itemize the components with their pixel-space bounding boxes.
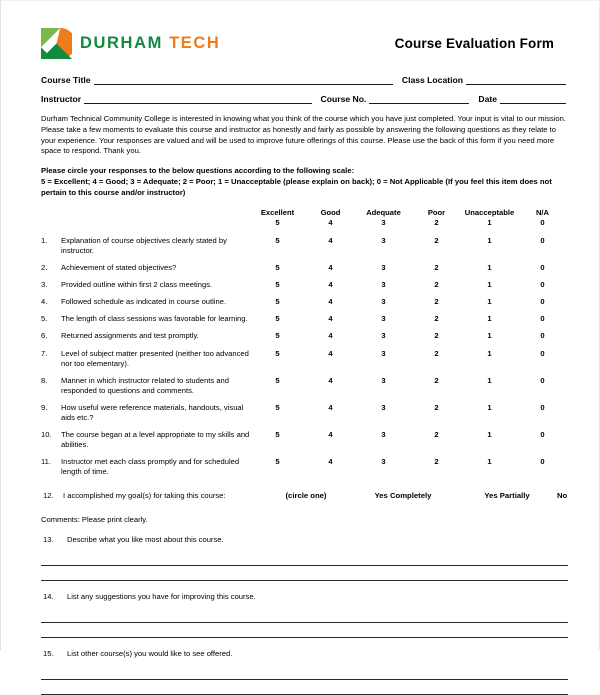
date-label: Date	[478, 94, 497, 104]
open-ended-questions	[41, 535, 566, 695]
question-number: 6.	[41, 331, 48, 341]
rating-option-good[interactable]: 4	[328, 331, 333, 341]
table-row	[41, 454, 569, 481]
table-row	[41, 328, 569, 345]
question-text: Followed schedule as indicated in course outline.	[61, 297, 227, 307]
rating-option-n-a[interactable]: 0	[540, 235, 545, 245]
rating-option-unacceptable[interactable]: 1	[487, 457, 492, 467]
column-value-na: 0	[540, 217, 545, 227]
header-spacer-num	[41, 208, 61, 232]
rating-option-adequate[interactable]: 3	[381, 375, 386, 385]
open-question-number: 15.	[43, 649, 54, 659]
choice-yes-partially[interactable]: Yes Partially	[484, 490, 530, 500]
column-label-excellent: Excellent	[260, 207, 295, 217]
open-question-text: List other course(s) you would like to see offered.	[67, 649, 233, 659]
course-no-input[interactable]	[369, 94, 469, 104]
rating-option-n-a[interactable]: 0	[540, 430, 545, 440]
course-title-input[interactable]	[94, 75, 393, 85]
rating-table-body	[41, 232, 569, 481]
scale-instructions	[41, 166, 566, 199]
rating-option-unacceptable[interactable]: 1	[487, 331, 492, 341]
open-question-prompt	[41, 649, 566, 658]
rating-option-poor[interactable]: 2	[434, 402, 439, 412]
column-value-adequate: 3	[381, 217, 386, 227]
rating-option-n-a[interactable]: 0	[540, 331, 545, 341]
open-question-prompt	[41, 592, 566, 601]
question-12-choices	[263, 491, 567, 502]
brand-name-tech: TECH	[169, 33, 221, 52]
answer-lines	[41, 608, 568, 638]
table-row	[41, 277, 569, 294]
open-question-block	[41, 649, 566, 695]
answer-line[interactable]	[41, 551, 568, 566]
question-12-row	[41, 491, 566, 502]
page-title: Course Evaluation Form	[394, 35, 554, 51]
answer-lines	[41, 551, 568, 581]
table-row	[41, 399, 569, 426]
rating-option-good[interactable]: 4	[328, 348, 333, 358]
table-row	[41, 260, 569, 277]
table-row	[41, 345, 569, 372]
question-12-number: 12.	[43, 490, 54, 500]
circle-one-hint: (circle one)	[285, 490, 327, 500]
answer-line[interactable]	[41, 566, 568, 581]
course-title-label: Course Title	[41, 75, 91, 85]
column-label-poor: Poor	[427, 207, 446, 217]
choice-yes-completely[interactable]: Yes Completely	[374, 490, 432, 500]
course-no-label: Course No.	[320, 94, 367, 104]
rating-option-excellent[interactable]: 5	[275, 430, 280, 440]
question-text: Explanation of course objectives clearly stated by instructor.	[61, 235, 227, 255]
column-label-unacceptable: Unacceptable	[464, 207, 515, 217]
brand-logo	[41, 28, 220, 59]
rating-option-good[interactable]: 4	[328, 263, 333, 273]
open-question-number: 13.	[43, 535, 54, 545]
open-question-number: 14.	[43, 592, 54, 602]
answer-lines	[41, 665, 568, 695]
rating-option-good[interactable]: 4	[328, 297, 333, 307]
open-question-text: Describe what you like most about this course.	[67, 535, 224, 545]
answer-line[interactable]	[41, 608, 568, 623]
column-value-good: 4	[328, 217, 333, 227]
question-text: Level of subject matter presented (neither too advanced nor too elementary).	[61, 348, 249, 368]
rating-option-poor[interactable]: 2	[434, 348, 439, 358]
question-text: Returned assignments and test promptly.	[61, 331, 199, 341]
rating-option-excellent[interactable]: 5	[275, 280, 280, 290]
header-spacer-text	[61, 208, 251, 232]
rating-option-adequate[interactable]: 3	[381, 430, 386, 440]
rating-option-unacceptable[interactable]: 1	[487, 280, 492, 290]
column-header-adequate	[357, 208, 410, 232]
brand-wordmark	[80, 35, 220, 52]
rating-option-poor[interactable]: 2	[434, 430, 439, 440]
question-number: 8.	[41, 375, 48, 385]
rating-option-poor[interactable]: 2	[434, 297, 439, 307]
column-value-excellent: 5	[275, 217, 280, 227]
column-value-poor: 2	[434, 217, 439, 227]
rating-option-good[interactable]: 4	[328, 280, 333, 290]
choice-no[interactable]: No	[557, 490, 568, 500]
rating-option-adequate[interactable]: 3	[381, 314, 386, 324]
rating-option-poor[interactable]: 2	[434, 314, 439, 324]
question-text: Manner in which instructor related to students and responded to questions and comments.	[61, 375, 229, 395]
question-number: 9.	[41, 402, 48, 412]
rating-option-poor[interactable]: 2	[434, 263, 439, 273]
column-header-good	[304, 208, 357, 232]
open-question-block	[41, 535, 566, 581]
brand-name-durham: DURHAM	[80, 33, 163, 52]
rating-option-adequate[interactable]: 3	[381, 402, 386, 412]
rating-option-poor[interactable]: 2	[434, 280, 439, 290]
rating-table-header	[41, 208, 569, 232]
question-text: How useful were reference materials, handouts, visual aids etc.?	[61, 402, 244, 422]
rating-option-unacceptable[interactable]: 1	[487, 263, 492, 273]
rating-option-excellent[interactable]: 5	[275, 331, 280, 341]
rating-option-good[interactable]: 4	[328, 375, 333, 385]
answer-line[interactable]	[41, 680, 568, 695]
rating-option-adequate[interactable]: 3	[381, 297, 386, 307]
open-question-block	[41, 592, 566, 638]
column-header-poor	[410, 208, 463, 232]
field-row-instructor	[41, 94, 566, 104]
column-header-na	[516, 208, 569, 232]
date-input[interactable]	[500, 94, 566, 104]
rating-option-excellent[interactable]: 5	[275, 297, 280, 307]
rating-option-adequate[interactable]: 3	[381, 348, 386, 358]
rating-option-adequate[interactable]: 3	[381, 457, 386, 467]
question-text: Provided outline within first 2 class meetings.	[61, 280, 213, 290]
rating-option-adequate[interactable]: 3	[381, 331, 386, 341]
question-number: 7.	[41, 348, 48, 358]
question-12-text: I accomplished my goal(s) for taking this course:	[63, 490, 226, 500]
rating-option-n-a[interactable]: 0	[540, 263, 545, 273]
column-label-adequate: Adequate	[366, 207, 401, 217]
rating-option-n-a[interactable]: 0	[540, 457, 545, 467]
scale-instructions-line1: Please circle your responses to the below questions according to the following scale:	[41, 166, 355, 176]
durham-tech-logo-icon	[41, 28, 72, 59]
rating-option-adequate[interactable]: 3	[381, 280, 386, 290]
rating-option-good[interactable]: 4	[328, 430, 333, 440]
rating-questions-table	[41, 208, 569, 481]
question-number: 3.	[41, 280, 48, 290]
rating-option-good[interactable]: 4	[328, 314, 333, 324]
question-number: 10.	[41, 430, 52, 440]
field-row-course-title	[41, 75, 566, 85]
rating-option-poor[interactable]: 2	[434, 235, 439, 245]
rating-option-n-a[interactable]: 0	[540, 348, 545, 358]
question-text: Achievement of stated objectives?	[61, 263, 177, 273]
question-text: Instructor met each class promptly and for scheduled length of time.	[61, 457, 240, 477]
rating-option-excellent[interactable]: 5	[275, 263, 280, 273]
column-value-unacceptable: 1	[487, 217, 492, 227]
rating-option-good[interactable]: 4	[328, 235, 333, 245]
question-number: 2.	[41, 263, 48, 273]
instructor-input[interactable]	[84, 94, 311, 104]
class-location-input[interactable]	[466, 75, 566, 85]
rating-option-excellent[interactable]: 5	[275, 348, 280, 358]
column-label-na: N/A	[535, 207, 550, 217]
open-question-text: List any suggestions you have for improving this course.	[67, 592, 256, 602]
column-header-unacceptable	[463, 208, 516, 232]
rating-option-n-a[interactable]: 0	[540, 297, 545, 307]
question-number: 4.	[41, 297, 48, 307]
form-header	[41, 23, 566, 63]
column-header-excellent	[251, 208, 304, 232]
rating-option-excellent[interactable]: 5	[275, 457, 280, 467]
rating-option-n-a[interactable]: 0	[540, 314, 545, 324]
rating-option-unacceptable[interactable]: 1	[487, 430, 492, 440]
rating-option-n-a[interactable]: 0	[540, 402, 545, 412]
question-text: The length of class sessions was favorable for learning.	[61, 314, 248, 324]
column-label-good: Good	[320, 207, 341, 217]
rating-option-poor[interactable]: 2	[434, 457, 439, 467]
answer-line[interactable]	[41, 665, 568, 680]
rating-option-excellent[interactable]: 5	[275, 375, 280, 385]
form-fields	[41, 75, 566, 104]
scale-instructions-line2: 5 = Excellent; 4 = Good; 3 = Adequate; 2 = Poor; 1 = Unacceptable (please explain on back); 0 = Not Applicable (If you feel this item does not pertain to this course and/or instructor)	[41, 177, 552, 197]
rating-option-excellent[interactable]: 5	[275, 314, 280, 324]
rating-option-unacceptable[interactable]: 1	[487, 402, 492, 412]
table-row	[41, 427, 569, 454]
rating-option-n-a[interactable]: 0	[540, 375, 545, 385]
open-question-prompt	[41, 535, 566, 544]
rating-option-good[interactable]: 4	[328, 457, 333, 467]
rating-option-unacceptable[interactable]: 1	[487, 348, 492, 358]
table-row	[41, 232, 569, 259]
answer-line[interactable]	[41, 623, 568, 638]
question-text: The course began at a level appropriate to my skills and abilities.	[61, 430, 250, 450]
class-location-label: Class Location	[401, 75, 463, 85]
question-number: 1.	[41, 235, 48, 245]
rating-option-unacceptable[interactable]: 1	[487, 297, 492, 307]
table-row	[41, 294, 569, 311]
table-row	[41, 311, 569, 328]
rating-option-good[interactable]: 4	[328, 402, 333, 412]
rating-option-unacceptable[interactable]: 1	[487, 375, 492, 385]
rating-option-adequate[interactable]: 3	[381, 263, 386, 273]
rating-option-poor[interactable]: 2	[434, 375, 439, 385]
rating-option-n-a[interactable]: 0	[540, 280, 545, 290]
rating-option-unacceptable[interactable]: 1	[487, 314, 492, 324]
rating-option-excellent[interactable]: 5	[275, 402, 280, 412]
question-number: 11.	[41, 457, 51, 467]
question-number: 5.	[41, 314, 48, 324]
rating-option-adequate[interactable]: 3	[381, 235, 386, 245]
intro-paragraph: Durham Technical Community College is interested in knowing what you think of the course which you have just completed. Your input is vital to our mission. Please take a few moments to evaluate this course and instructor as honestly and fairly as possible by answering the following questions as they relate to your experience. Your responses are valued and will be used to improve future offerings of this course. Please use the back of this form if you need more space to respond. Thank you.	[41, 114, 566, 156]
rating-option-unacceptable[interactable]: 1	[487, 235, 492, 245]
rating-option-poor[interactable]: 2	[434, 331, 439, 341]
table-row	[41, 372, 569, 399]
rating-option-excellent[interactable]: 5	[275, 235, 280, 245]
comments-label: Comments: Please print clearly.	[41, 515, 148, 525]
instructor-label: Instructor	[41, 94, 82, 104]
